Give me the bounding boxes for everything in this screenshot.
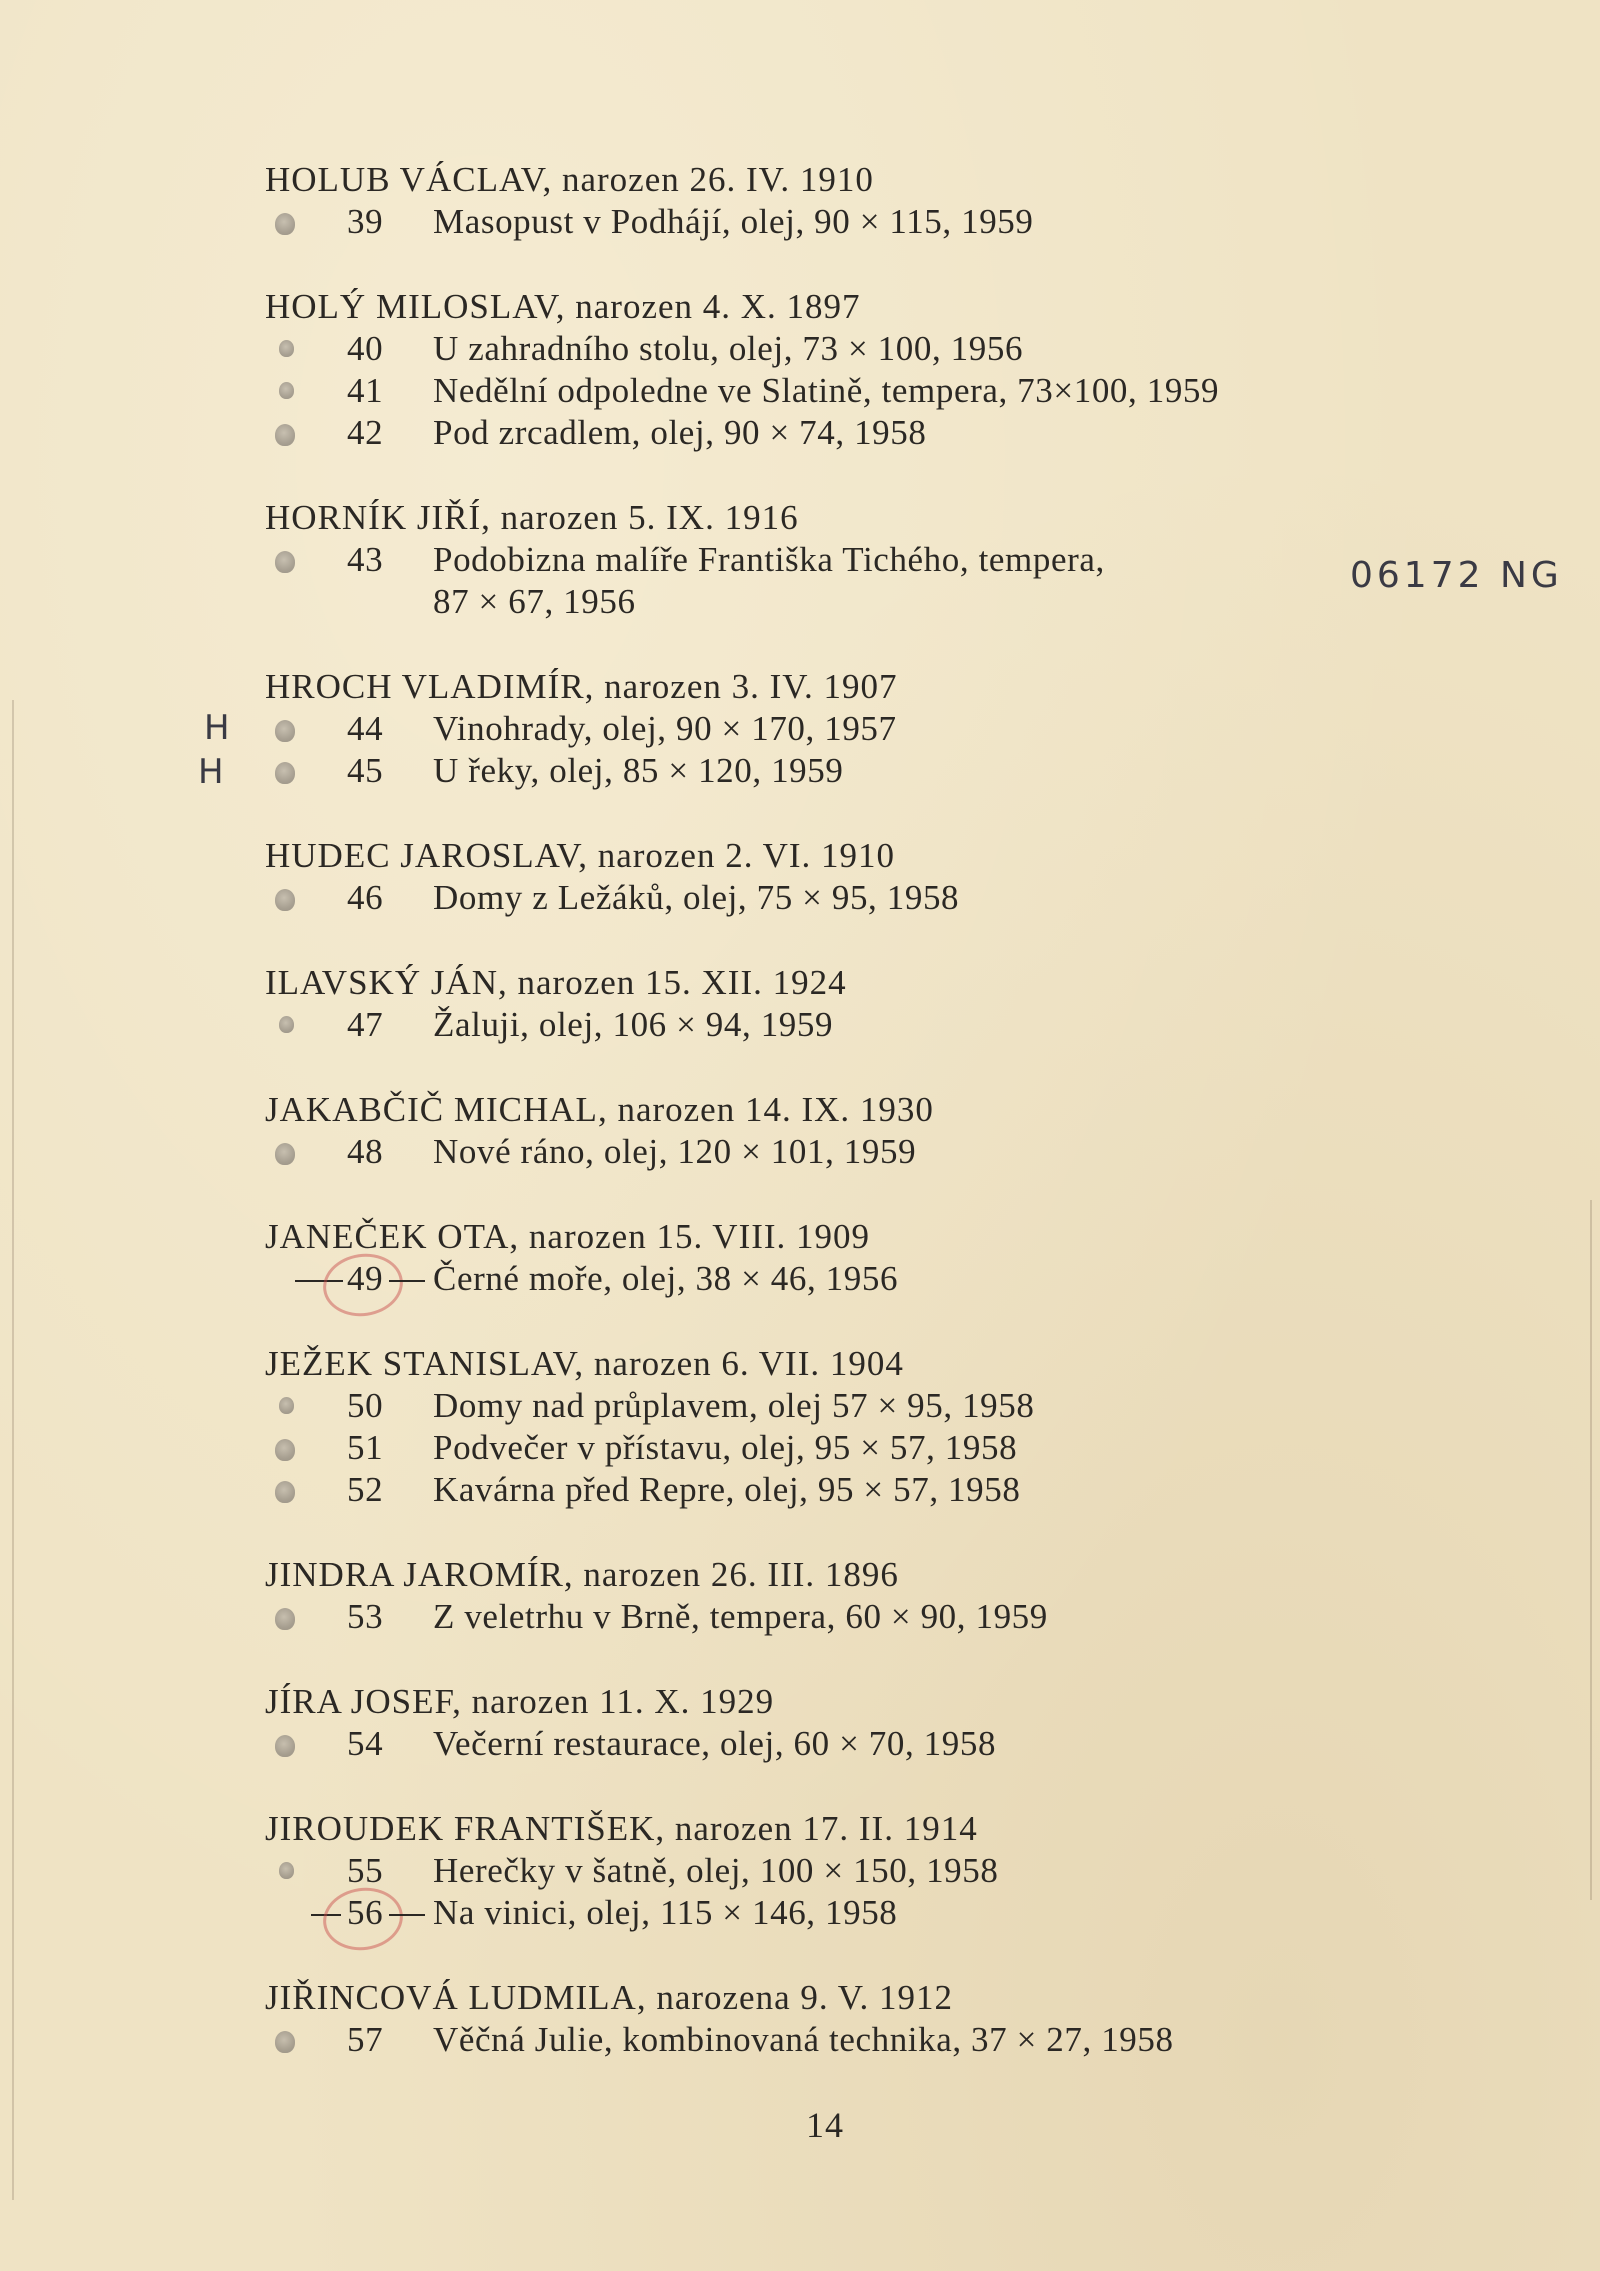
artist-entry [265,1807,1565,1934]
artwork-number: 48 [347,1132,384,1171]
artwork-number: 41 [347,371,384,410]
artist-entry [265,1553,1565,1638]
artwork-description: Vinohrady, olej, 90 × 170, 1957 [433,709,897,748]
artwork-number: 52 [347,1470,384,1509]
artist-name: HOLUB VÁCLAV, narozen 26. IV. 1910 [265,160,874,199]
artwork-number: 44 [347,709,384,748]
artist-entry [265,1088,1565,1173]
stamp-mark-icon [275,762,295,784]
stamp-mark-icon [275,1143,295,1165]
artwork-number: 54 [347,1724,384,1763]
artwork-description: Večerní restaurace, olej, 60 × 70, 1958 [433,1724,997,1763]
artwork-number: 42 [347,413,384,452]
artwork-item-struck [265,1258,1565,1300]
artist-entry [265,285,1565,454]
scan-artifact-line [12,700,14,2200]
artwork-number: 45 [347,751,384,790]
artist-name: JEŽEK STANISLAV, narozen 6. VII. 1904 [265,1344,904,1383]
artist-entry [265,1342,1565,1511]
artwork-item [265,412,1565,454]
artwork-item [265,750,1565,792]
stamp-mark-icon [279,1397,294,1414]
artwork-description: Žaluji, olej, 106 × 94, 1959 [433,1005,834,1044]
artist-entry [265,1215,1565,1300]
stamp-mark-icon [275,2031,295,2053]
artist-entry [265,834,1565,919]
artwork-item [265,708,1565,750]
artist-entry [265,158,1565,243]
artwork-description: Podobizna malíře Františka Tichého, tempera, 87 × 67, 1956 [433,540,1105,621]
artwork-description: U řeky, olej, 85 × 120, 1959 [433,751,844,790]
stamp-mark-icon [279,340,294,357]
artwork-description: Domy nad průplavem, olej 57 × 95, 1958 [433,1386,1035,1425]
handwritten-margin-mark: H [198,752,228,792]
artist-name: HOLÝ MILOSLAV, narozen 4. X. 1897 [265,287,861,326]
stamp-mark-icon [275,1481,295,1503]
scan-artifact-line [1590,1200,1592,1900]
artwork-item [265,1850,1565,1892]
artwork-description: Na vinici, olej, 115 × 146, 1958 [433,1893,898,1932]
stamp-mark-icon [275,1608,295,1630]
artwork-item [265,1131,1565,1173]
artwork-item [265,370,1565,412]
artist-entry [265,1680,1565,1765]
artwork-description: Pod zrcadlem, olej, 90 × 74, 1958 [433,413,927,452]
artwork-number: 39 [347,202,384,241]
artist-entry [265,1976,1565,2061]
artwork-number: 43 [347,540,384,579]
artwork-number: 57 [347,2020,384,2059]
artwork-item [265,1427,1565,1469]
artwork-description: Domy z Ležáků, olej, 75 × 95, 1958 [433,878,960,917]
stamp-mark-icon [275,1735,295,1757]
artist-name: ILAVSKÝ JÁN, narozen 15. XII. 1924 [265,963,847,1002]
artwork-description: Nové ráno, olej, 120 × 101, 1959 [433,1132,917,1171]
artist-name: JINDRA JAROMÍR, narozen 26. III. 1896 [265,1555,899,1594]
artwork-number: 46 [347,878,384,917]
strike-line [389,1914,425,1916]
artwork-description: Herečky v šatně, olej, 100 × 150, 1958 [433,1851,999,1890]
page-number: 14 [806,2105,844,2145]
artwork-item [265,1596,1565,1638]
artwork-description: U zahradního stolu, olej, 73 × 100, 1956 [433,329,1024,368]
stamp-mark-icon [275,720,295,742]
artwork-item [265,2019,1565,2061]
artwork-description: Nedělní odpoledne ve Slatině, tempera, 73×100, 1959 [433,371,1220,410]
stamp-mark-icon [279,1016,294,1033]
artwork-description: Kavárna před Repre, olej, 95 × 57, 1958 [433,1470,1021,1509]
artwork-description: Masopust v Podhájí, olej, 90 × 115, 1959 [433,202,1034,241]
artwork-number: 47 [347,1005,384,1044]
artwork-item [265,328,1565,370]
artist-name: HROCH VLADIMÍR, narozen 3. IV. 1907 [265,667,898,706]
artwork-number: 55 [347,1851,384,1890]
artwork-description: Z veletrhu v Brně, tempera, 60 × 90, 1959 [433,1597,1048,1636]
stamp-mark-icon [275,213,295,235]
artwork-number: 40 [347,329,384,368]
artist-name: JIŘINCOVÁ LUDMILA, narozena 9. V. 1912 [265,1978,954,2017]
handwritten-inventory-note: 06172 NG [1350,555,1563,596]
artist-entry [265,961,1565,1046]
artwork-item [265,1385,1565,1427]
artist-entry [265,665,1565,792]
artist-name: JIROUDEK FRANTIŠEK, narozen 17. II. 1914 [265,1809,978,1848]
artwork-item [265,201,1565,243]
stamp-mark-icon [275,551,295,573]
artwork-number: 49 [347,1259,384,1298]
handwritten-margin-mark: H [204,708,234,748]
artwork-item [265,877,1565,919]
artist-name: JAKABČIČ MICHAL, narozen 14. IX. 1930 [265,1090,934,1129]
artwork-description: Věčná Julie, kombinovaná technika, 37 × 27, 1958 [433,2020,1174,2059]
artwork-description: Podvečer v přístavu, olej, 95 × 57, 1958 [433,1428,1018,1467]
catalog-list [265,158,1565,2103]
artwork-item [265,1469,1565,1511]
stamp-mark-icon [279,382,294,399]
artwork-number: 50 [347,1386,384,1425]
stamp-mark-icon [275,1439,295,1461]
stamp-mark-icon [279,1862,294,1879]
stamp-mark-icon [275,424,295,446]
artist-name: JÍRA JOSEF, narozen 11. X. 1929 [265,1682,775,1721]
artwork-number: 53 [347,1597,384,1636]
artist-name: JANEČEK OTA, narozen 15. VIII. 1909 [265,1217,871,1256]
artwork-number: 56 [347,1893,384,1932]
artwork-number: 51 [347,1428,384,1467]
stamp-mark-icon [275,889,295,911]
artwork-item [265,1723,1565,1765]
artist-name: HORNÍK JIŘÍ, narozen 5. IX. 1916 [265,498,799,537]
strike-line [389,1280,425,1282]
artist-name: HUDEC JAROSLAV, narozen 2. VI. 1910 [265,836,895,875]
artwork-description: Černé moře, olej, 38 × 46, 1956 [433,1259,899,1298]
artwork-item-struck [265,1892,1565,1934]
artwork-item [265,1004,1565,1046]
